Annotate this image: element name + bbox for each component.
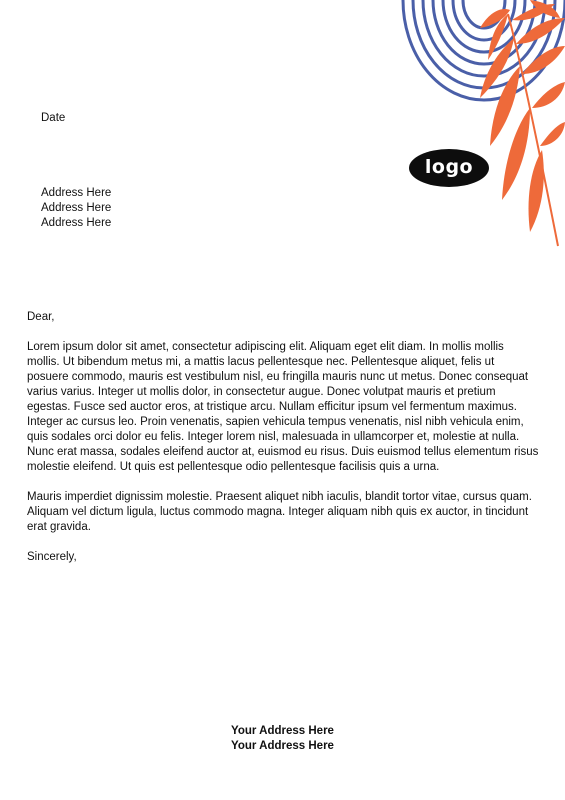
footer-address-line: Your Address Here (231, 725, 334, 737)
body-paragraph: Lorem ipsum dolor sit amet, consectetur adipiscing elit. Aliquam eget elit diam. In mollis mollis mollis. Ut bibendum metus mi, a mattis lacus pellentesque nec. Pellentesque aliquet, felis ut posuere commodo, mauris est vestibulum nisl, eu fringilla mauris nunc ut metus. Donec consequat varius varius. Integer ut mollis dolor, in consectetur augue. Donec volutpat mauris et pretium egestas. Fusce sed auctor eros, at tristique arcu. Nullam efficitur ipsum vel fermentum maximus. Integer ac cursus leo. Proin venenatis, sapien vehicula tempus venenatis, nisl nibh vehicula enim, quis sodales orci dolor eu felis. Integer lorem nisl, malesuada in ullamcorper et, molestie at nulla. Nunc erat massa, sodales eleifend auctor at, euismod eu risus. Duis euismod tellus elementum risus molestie eleifend. Ut quis est pellentesque odio pellentesque facilisis quis a urna. (27, 341, 539, 473)
address-line: Address Here (41, 187, 112, 199)
footer-address (0, 724, 565, 754)
footer-address-line: Your Address Here (231, 740, 334, 752)
corner-decoration (380, 0, 565, 250)
recipient-address (41, 186, 111, 231)
date-label: Date (41, 112, 66, 124)
body-paragraph: Mauris imperdiet dignissim molestie. Praesent aliquet nibh iaculis, blandit tortor vitae, cursus quam. Aliquam vel dictum ligula, luctus commodo magna. Integer aliquam nibh quis ex auctor, in tincidunt erat gravida. (27, 491, 532, 533)
logo-badge (409, 149, 489, 187)
letter-body (27, 310, 539, 580)
logo-text: logo (424, 155, 474, 178)
leaf-branch-icon (480, 0, 565, 246)
address-line: Address Here (41, 202, 112, 214)
salutation: Dear, (27, 311, 55, 323)
address-line: Address Here (41, 217, 112, 229)
closing: Sincerely, (27, 551, 77, 563)
